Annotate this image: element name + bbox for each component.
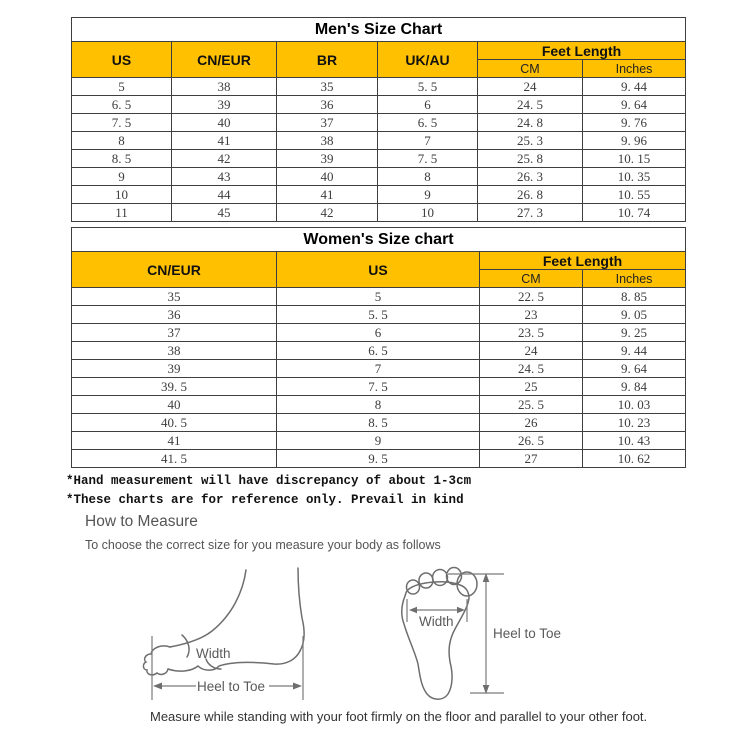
table-row — [72, 360, 686, 378]
table-cell: 9 — [378, 186, 478, 204]
womens-col-cm: CM — [480, 270, 583, 288]
measure-caption: Measure while standing with your foot firmly on the floor and parallel to your other foot. — [150, 709, 648, 724]
table-cell: 23. 5 — [480, 324, 583, 342]
table-cell: 25. 3 — [478, 132, 583, 150]
mens-col-br: BR — [277, 42, 378, 78]
table-cell: 24. 8 — [478, 114, 583, 132]
side-heel-to-toe-label: Heel to Toe — [196, 679, 266, 694]
foot-side-view-diagram — [130, 558, 390, 708]
table-cell: 10. 23 — [583, 414, 686, 432]
table-row — [72, 150, 686, 168]
table-cell: 26. 8 — [478, 186, 583, 204]
womens-chart-title: Women's Size chart — [72, 228, 686, 252]
table-row — [72, 396, 686, 414]
table-cell: 22. 5 — [480, 288, 583, 306]
table-cell: 10. 74 — [583, 204, 686, 222]
womens-table-body — [72, 288, 686, 468]
table-row — [72, 204, 686, 222]
table-cell: 40 — [277, 168, 378, 186]
footnote-line-1: *Hand measurement will have discrepancy of about 1-3cm — [66, 474, 472, 488]
table-cell: 9. 76 — [583, 114, 686, 132]
table-row — [72, 378, 686, 396]
table-row — [72, 306, 686, 324]
table-cell: 11 — [72, 204, 172, 222]
mens-col-us: US — [72, 42, 172, 78]
table-row — [72, 342, 686, 360]
womens-col-us: US — [277, 252, 480, 288]
table-cell: 5 — [72, 78, 172, 96]
big-toe — [457, 572, 477, 596]
table-cell: 24 — [480, 342, 583, 360]
foot-toes-line — [143, 646, 170, 675]
table-cell: 7 — [378, 132, 478, 150]
table-cell: 44 — [172, 186, 277, 204]
table-cell: 9. 5 — [277, 450, 480, 468]
table-cell: 35 — [277, 78, 378, 96]
table-cell: 37 — [72, 324, 277, 342]
table-cell: 38 — [277, 132, 378, 150]
how-to-measure-subtitle: To choose the correct size for you measure your body as follows — [85, 538, 441, 552]
table-cell: 9. 44 — [583, 342, 686, 360]
table-cell: 37 — [277, 114, 378, 132]
mens-col-cneur: CN/EUR — [172, 42, 277, 78]
table-row — [72, 450, 686, 468]
foot-top-view-diagram — [390, 552, 610, 712]
table-cell: 8 — [378, 168, 478, 186]
mens-size-chart-table — [71, 17, 686, 222]
table-row — [72, 78, 686, 96]
table-cell: 5 — [277, 288, 480, 306]
table-cell: 8. 5 — [277, 414, 480, 432]
table-cell: 24. 5 — [480, 360, 583, 378]
table-cell: 9. 96 — [583, 132, 686, 150]
table-cell: 9. 25 — [583, 324, 686, 342]
table-cell: 9. 05 — [583, 306, 686, 324]
table-cell: 6 — [277, 324, 480, 342]
table-cell: 10. 15 — [583, 150, 686, 168]
table-cell: 10. 03 — [583, 396, 686, 414]
womens-table-header-row — [72, 252, 686, 270]
table-cell: 9. 84 — [583, 378, 686, 396]
table-cell: 9. 64 — [583, 96, 686, 114]
mens-col-inches: Inches — [583, 60, 686, 78]
arrow-left-icon — [153, 683, 162, 690]
mens-chart-title: Men's Size Chart — [72, 18, 686, 42]
womens-table-title-row — [72, 228, 686, 252]
table-cell: 24. 5 — [478, 96, 583, 114]
top-heel-to-toe-label: Heel to Toe — [493, 626, 562, 641]
table-cell: 7. 5 — [378, 150, 478, 168]
toe-3 — [433, 570, 448, 586]
table-cell: 25. 8 — [478, 150, 583, 168]
table-row — [72, 414, 686, 432]
table-cell: 26. 3 — [478, 168, 583, 186]
table-cell: 6. 5 — [277, 342, 480, 360]
table-cell: 40 — [172, 114, 277, 132]
table-cell: 9 — [277, 432, 480, 450]
table-cell: 7 — [277, 360, 480, 378]
table-cell: 41 — [277, 186, 378, 204]
mens-table-title-row — [72, 18, 686, 42]
table-cell: 26. 5 — [480, 432, 583, 450]
table-cell: 10 — [378, 204, 478, 222]
arrow-right-icon — [293, 683, 302, 690]
foot-instep-arc — [182, 635, 189, 657]
table-row — [72, 324, 686, 342]
table-cell: 40. 5 — [72, 414, 277, 432]
mens-table-header-row — [72, 42, 686, 60]
table-cell: 36 — [72, 306, 277, 324]
table-cell: 27 — [480, 450, 583, 468]
footnote-line-2: *These charts are for reference only. Prevail in kind — [66, 493, 464, 507]
table-cell: 9. 44 — [583, 78, 686, 96]
womens-col-inches: Inches — [583, 270, 686, 288]
table-row — [72, 186, 686, 204]
table-cell: 8 — [72, 132, 172, 150]
table-cell: 39. 5 — [72, 378, 277, 396]
table-cell: 39 — [72, 360, 277, 378]
womens-size-chart-table — [71, 227, 686, 468]
table-cell: 10. 35 — [583, 168, 686, 186]
table-cell: 6 — [378, 96, 478, 114]
table-cell: 8 — [277, 396, 480, 414]
table-cell: 25 — [480, 378, 583, 396]
table-cell: 10. 43 — [583, 432, 686, 450]
table-cell: 41 — [72, 432, 277, 450]
table-cell: 35 — [72, 288, 277, 306]
table-cell: 8. 5 — [72, 150, 172, 168]
mens-col-feet-length: Feet Length — [478, 42, 686, 60]
table-row — [72, 132, 686, 150]
table-cell: 39 — [277, 150, 378, 168]
table-cell: 5. 5 — [277, 306, 480, 324]
table-row — [72, 168, 686, 186]
table-cell: 45 — [172, 204, 277, 222]
mens-col-ukau: UK/AU — [378, 42, 478, 78]
table-cell: 42 — [172, 150, 277, 168]
table-cell: 25. 5 — [480, 396, 583, 414]
table-cell: 43 — [172, 168, 277, 186]
width-arrow-left-icon — [409, 607, 417, 613]
table-cell: 36 — [277, 96, 378, 114]
table-cell: 26 — [480, 414, 583, 432]
mens-col-cm: CM — [478, 60, 583, 78]
table-row — [72, 432, 686, 450]
table-cell: 38 — [172, 78, 277, 96]
table-cell: 10. 62 — [583, 450, 686, 468]
table-cell: 9. 64 — [583, 360, 686, 378]
table-cell: 42 — [277, 204, 378, 222]
table-cell: 6. 5 — [378, 114, 478, 132]
table-cell: 40 — [72, 396, 277, 414]
table-cell: 27. 3 — [478, 204, 583, 222]
table-cell: 23 — [480, 306, 583, 324]
table-cell: 38 — [72, 342, 277, 360]
top-width-label: Width — [419, 614, 454, 629]
side-width-label: Width — [196, 646, 231, 661]
footprint-outline — [402, 582, 469, 699]
table-row — [72, 96, 686, 114]
table-cell: 9 — [72, 168, 172, 186]
table-cell: 7. 5 — [277, 378, 480, 396]
table-cell: 6. 5 — [72, 96, 172, 114]
table-cell: 41. 5 — [72, 450, 277, 468]
womens-col-cneur: CN/EUR — [72, 252, 277, 288]
womens-col-feet-length: Feet Length — [480, 252, 686, 270]
table-row — [72, 288, 686, 306]
table-cell: 8. 85 — [583, 288, 686, 306]
table-cell: 7. 5 — [72, 114, 172, 132]
table-cell: 10. 55 — [583, 186, 686, 204]
table-row — [72, 114, 686, 132]
footnotes — [66, 472, 471, 510]
table-cell: 39 — [172, 96, 277, 114]
table-cell: 5. 5 — [378, 78, 478, 96]
table-cell: 10 — [72, 186, 172, 204]
toe-2 — [419, 573, 433, 588]
mens-table-body — [72, 78, 686, 222]
how-to-measure-heading: How to Measure — [85, 513, 198, 530]
table-cell: 41 — [172, 132, 277, 150]
table-cell: 24 — [478, 78, 583, 96]
